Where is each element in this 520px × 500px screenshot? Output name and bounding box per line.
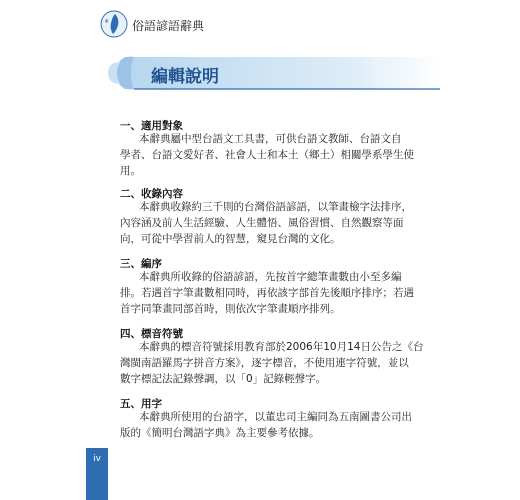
paragraph-line: 本辭典收錄約三千則的台灣俗語諺語，以筆畫檢字法排序， [139, 201, 412, 213]
paragraph-line: 首字同筆畫同部首時，則依次字筆畫順序排列。 [120, 303, 341, 315]
page-title: 編輯說明 [151, 67, 219, 87]
paragraph-line: 本辭典所收錄的俗語諺語，先按首字總筆畫數由小至多編 [139, 271, 402, 283]
paragraph-line: 本辭典的標音符號採用教育部於2006年10月14日公告之《台 [139, 341, 424, 353]
paragraph-line: 用。 [120, 165, 141, 177]
section-heading: 三、編序 [120, 258, 162, 270]
section-heading: 二、收錄內容 [120, 188, 183, 200]
paragraph-line: 灣閩南語羅馬字拼音方案》，逐字標音，不使用連字符號，並以 [120, 357, 409, 369]
section-heading: 一、適用對象 [120, 120, 183, 132]
paragraph-line: 本辭典所使用的台語字，以董忠司主編同為五南圖書公司出 [139, 411, 412, 423]
paragraph-line: 學者、台語文愛好者、社會人士和本土（鄉土）相關學系學生使 [120, 149, 414, 161]
paragraph-line: 內容涵及前人生活經驗、人生體悟、風俗習慣、自然觀察等面 [120, 217, 404, 229]
taiwan-map-logo-icon [100, 10, 128, 38]
paragraph-line: 向，可從中學習前人的智慧，窺見台灣的文化。 [120, 233, 341, 245]
book-title: 俗語諺語辭典 [132, 19, 205, 33]
paragraph-line: 排。若遇首字筆畫數相同時，再依該字部首先後順序排序；若遇 [120, 287, 414, 299]
page-number: iv [93, 454, 101, 464]
paragraph-line: 本辭典屬中型台語文工具書，可供台語文教師、台語文自 [139, 133, 402, 145]
section-heading: 四、標音符號 [120, 328, 183, 340]
section-heading: 五、用字 [120, 398, 162, 410]
paragraph-line: 數字標記法記錄聲調，以「0」記錄輕聲字。 [120, 373, 327, 385]
paragraph-line: 版的《簡明台灣語字典》為主要參考依據。 [120, 427, 320, 439]
